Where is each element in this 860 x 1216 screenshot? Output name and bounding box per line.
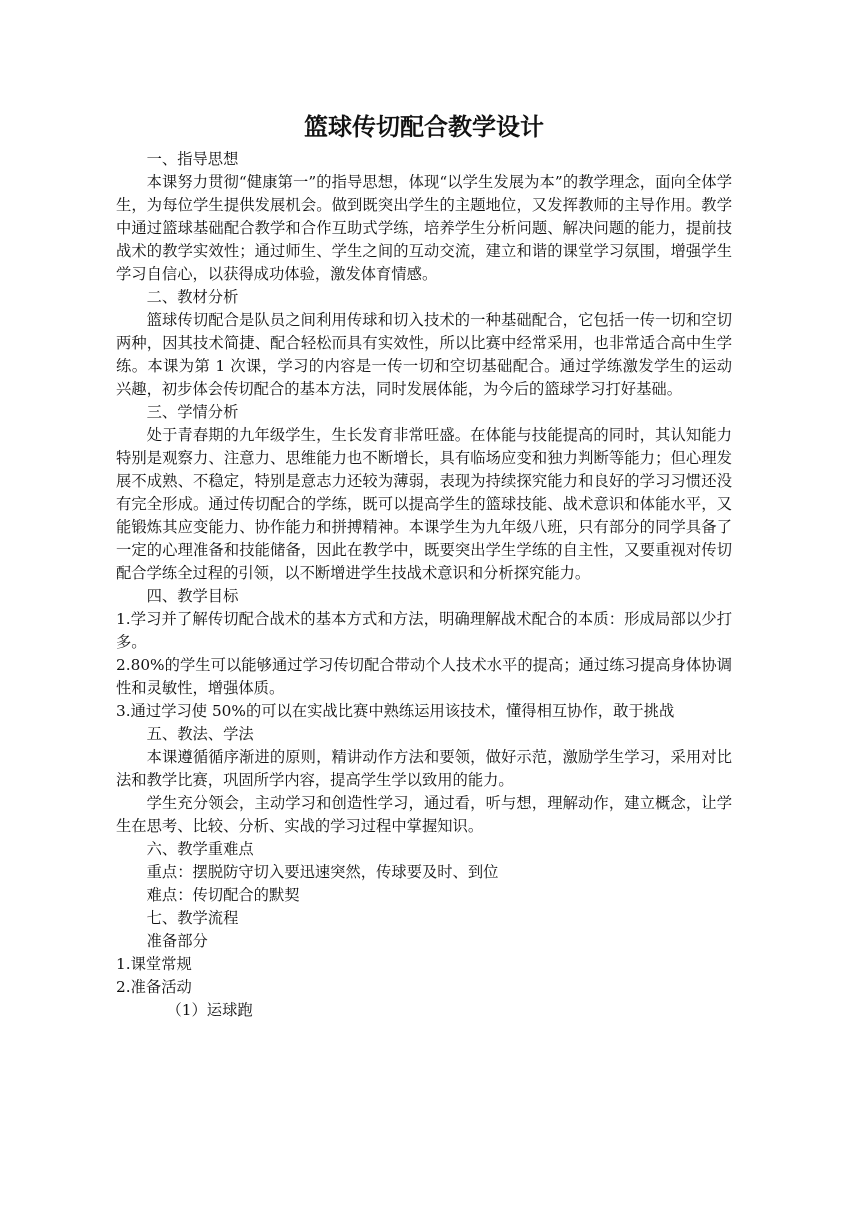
paragraph-guiding-ideology: 本课努力贯彻“健康第一”的指导思想，体现“以学生发展为本”的教学理念，面向全体学生，为每位学生提供发展机会。做到既突出学生的主题地位，又发挥教师的主导作用。教学中通过篮球基础配合教学和合作互助式学练，培养学生分析问题、解决问题的能力，提前技战术的教学实效性；通过师生、学生之间的互动交流，建立和谐的课堂学习氛围，增强学生学习自信心，以获得成功体验，激发体育情感。 xyxy=(116,173,732,283)
section-heading-teaching-goals: 四、教学目标 xyxy=(146,587,239,605)
goal-item-3: 3.通过学习使 50%的可以在实战比赛中熟练运用该技术，懂得相互协作，敢于挑战 xyxy=(116,702,675,720)
section-heading-material-analysis: 二、教材分析 xyxy=(146,288,239,306)
goal-item-1: 1.学习并了解传切配合战术的基本方式和方法，明确理解战术配合的本质：形成局部以少打多。 xyxy=(116,610,732,651)
paragraph-student-analysis: 处于青春期的九年级学生，生长发育非常旺盛。在体能与技能提高的同时，其认知能力特别是观察力、注意力、思维能力也不断增长，具有临场应变和独力判断等能力；但心理发展不成熟、不稳定，特别是意志力还较为薄弱，表现为持续探究能力和良好的学习习惯还没有完全形成。通过传切配合的学练，既可以提高学生的篮球技能、战术意识和体能水平，又能锻炼其应变能力、协作能力和拼搏精神。本课学生为九年级八班，只有部分的同学具备了一定的心理准备和技能储备，因此在教学中，既要突出学生学练的自主性，又要重视对传切配合学练全过程的引领，以不断增进学生技战术意识和分析探究能力。 xyxy=(116,426,732,582)
section-heading-key-points: 六、教学重难点 xyxy=(146,840,254,858)
section-heading-methods: 五、教法、学法 xyxy=(146,725,254,743)
paragraph-material-analysis: 篮球传切配合是队员之间利用传球和切入技术的一种基础配合，它包括一传一切和空切两种，因其技术简捷、配合轻松而具有实效性，所以比赛中经常采用，也非常适合高中生学练。本课为第 1 次课，学习的内容是一传一切和空切基础配合。通过学练激发学生的运动兴趣，初步体会传切配合的基本方法，同时发展体能，为今后的篮球学习打好基础。 xyxy=(116,311,732,398)
paragraph-teaching-method: 本课遵循循序渐进的原则，精讲动作方法和要领，做好示范，激励学生学习，采用对比法和教学比赛，巩固所学内容，提高学生学以致用的能力。 xyxy=(116,748,732,789)
process-item-2: 2.准备活动 xyxy=(116,978,192,996)
section-heading-student-analysis: 三、学情分析 xyxy=(146,403,239,421)
section-heading-guiding-ideology: 一、指导思想 xyxy=(146,150,239,168)
key-point-text: 重点：摆脱防守切入要迅速突然，传球要及时、到位 xyxy=(146,863,499,881)
document-page xyxy=(116,108,732,1022)
goal-item-2: 2.80%的学生可以能够通过学习传切配合带动个人技术水平的提高；通过练习提高身体协调性和灵敏性，增强体质。 xyxy=(116,656,732,697)
process-subheading: 准备部分 xyxy=(146,932,208,950)
process-subitem: （1）运球跑 xyxy=(166,1001,253,1019)
document-title: 篮球传切配合教学设计 xyxy=(304,112,544,141)
process-item-1: 1.课堂常规 xyxy=(116,955,192,973)
difficulty-text: 难点：传切配合的默契 xyxy=(146,886,300,904)
section-heading-teaching-process: 七、教学流程 xyxy=(146,909,239,927)
paragraph-learning-method: 学生充分领会，主动学习和创造性学习，通过看，听与想，理解动作，建立概念，让学生在思考、比较、分析、实战的学习过程中掌握知识。 xyxy=(116,794,732,835)
